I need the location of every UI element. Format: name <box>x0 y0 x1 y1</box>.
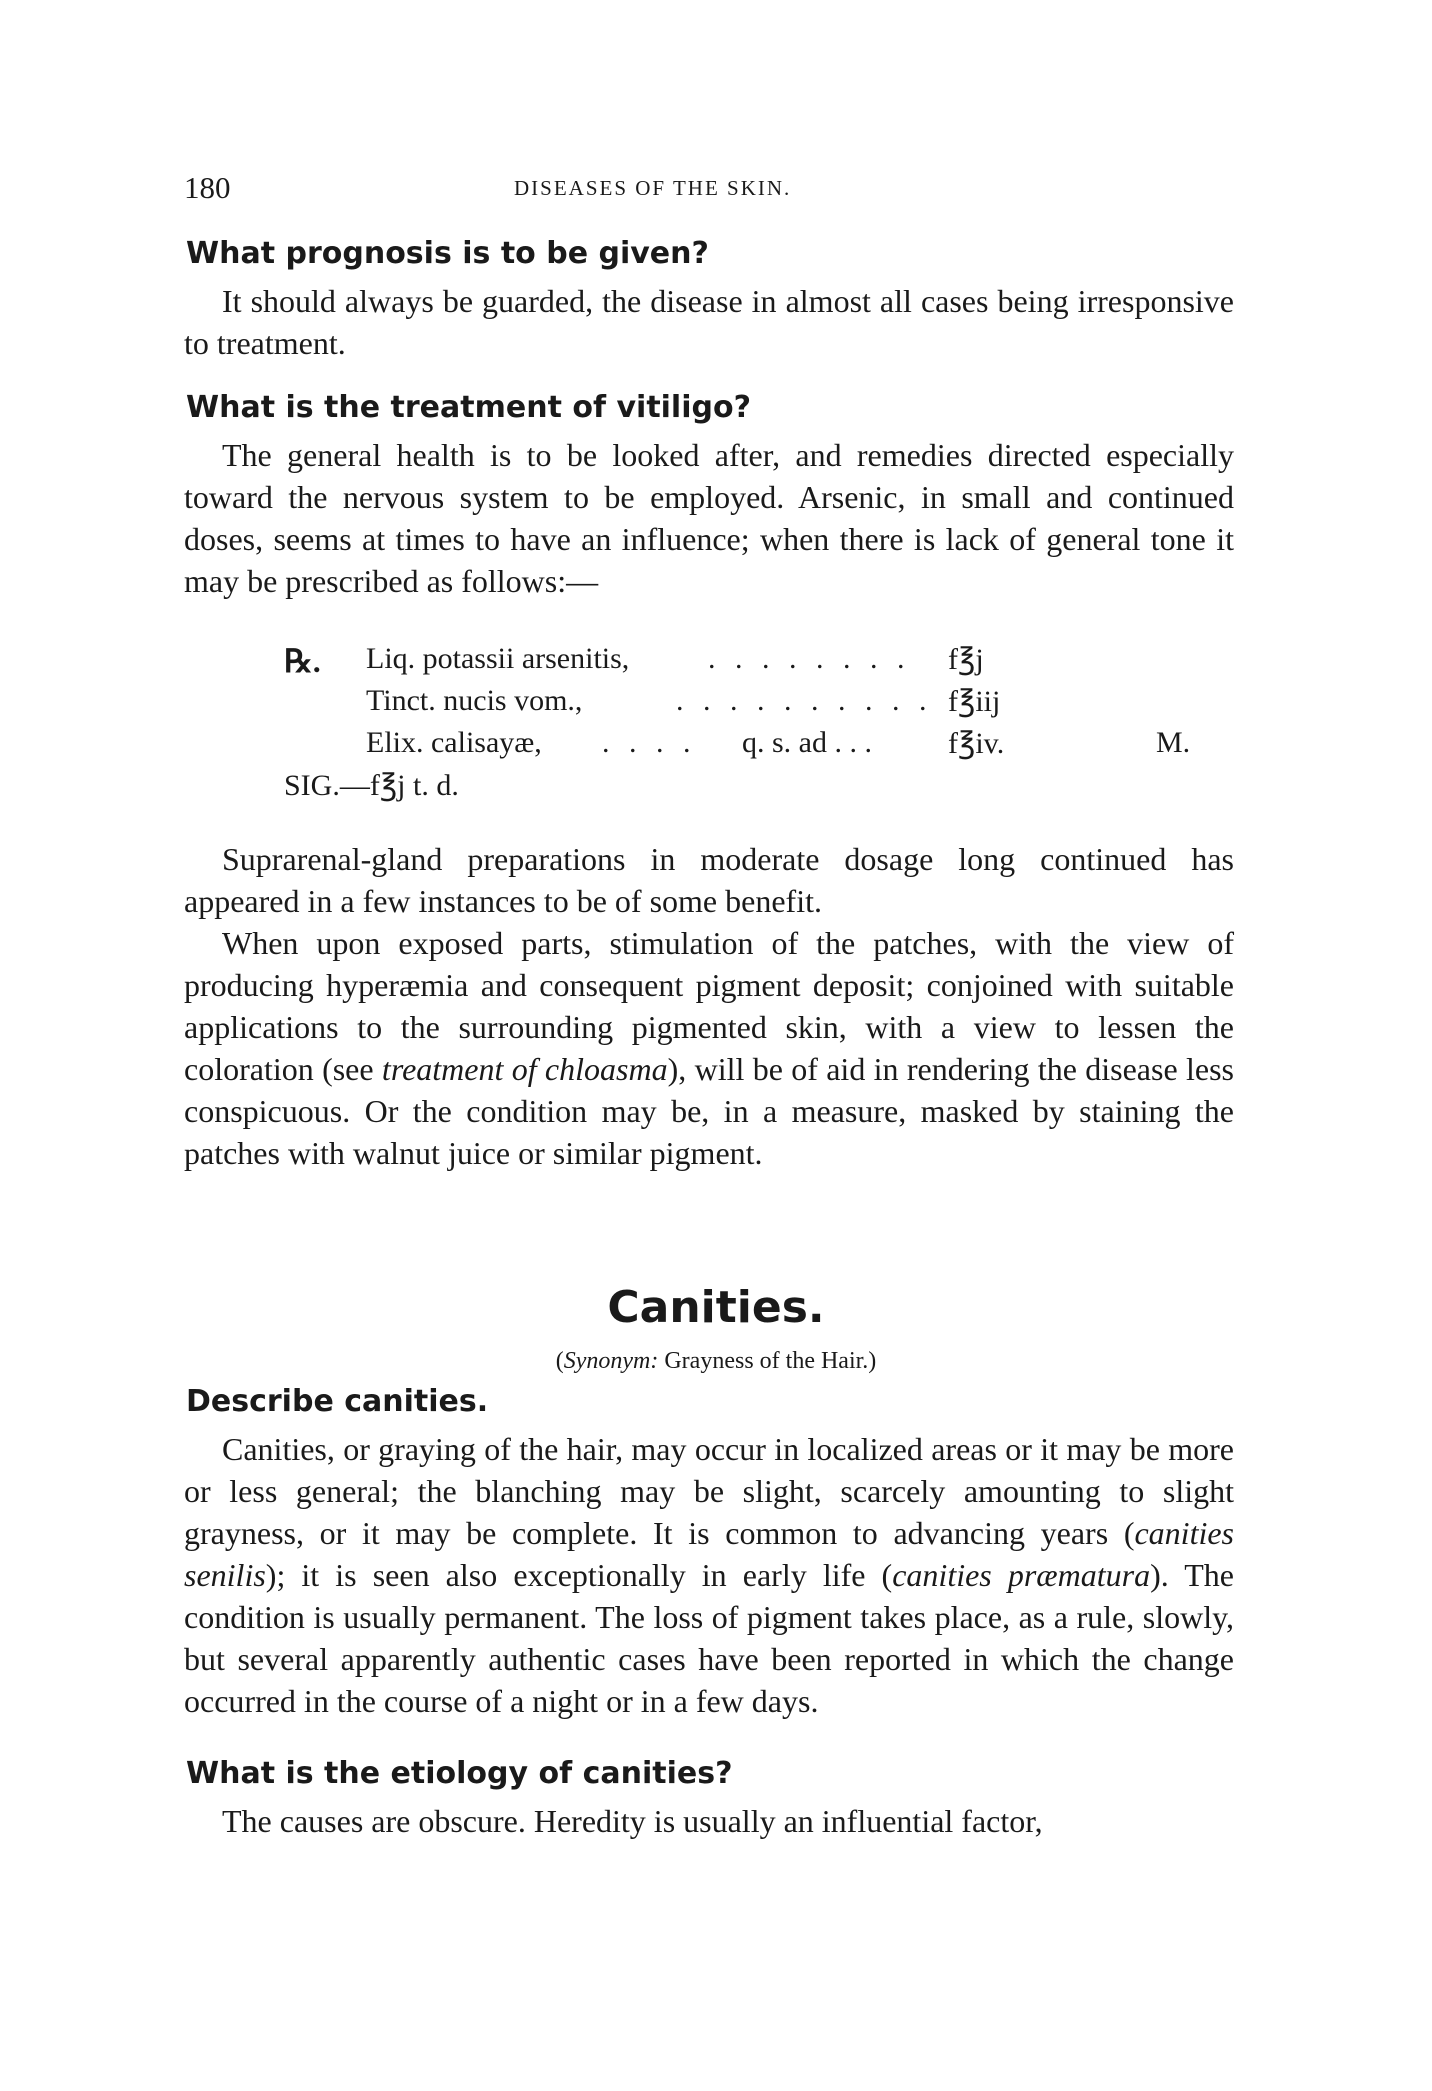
italic-term: canities senilis <box>184 1515 1234 1593</box>
leader-dots: . . . . . . . . <box>708 642 911 675</box>
paragraph-exposed-parts <box>184 922 1234 1174</box>
prescription-drug: Elix. calisayæ, <box>366 726 542 759</box>
answer-treatment-vitiligo: The general health is to be looked after, and remedies directed especially toward the nervous system to be employed. Arsenic, in small and continued doses, seems at times to have an influence; when there is lack of general tone it may be prescribed as follows:— <box>184 437 1234 599</box>
signa-text: SIG.—f℥j t. d. <box>284 769 459 802</box>
running-head <box>184 170 1264 210</box>
prescription-row <box>284 726 1224 766</box>
text-run: ). The condition is usually permanent. The loss of pigment takes place, as a rule, slowly, but several apparently authentic cases have been reported in which the change occurred in the course of a night or in a few days. <box>184 1557 1235 1719</box>
text-run: ), will be of aid in rendering the disease less conspicuous. Or the condition may be, in a measure, masked by staining the patches with walnut juice or similar pigment. <box>184 1051 1235 1171</box>
prescription-dose: f℥iij <box>948 685 1001 718</box>
italic-ref: treatment of chloasma <box>381 1051 668 1087</box>
question-prognosis: What prognosis is to be given? <box>186 236 709 271</box>
synonym-text: Grayness of the Hair. <box>664 1348 869 1374</box>
question-treatment-vitiligo: What is the treatment of vitiligo? <box>186 390 751 425</box>
answer-etiology-canities: The causes are obscure. Heredity is usually an influential factor, <box>222 1803 1043 1839</box>
synonym-line: (Synonym: Grayness of the Hair.) <box>555 1348 877 1374</box>
running-title: DISEASES OF THE SKIN. <box>514 176 792 200</box>
prescription-drug: Tinct. nucis vom., <box>366 684 583 717</box>
section-title-canities: Canities. <box>607 1282 825 1333</box>
prescription-row <box>284 642 1224 682</box>
prescription-dose: f℥j <box>948 643 984 676</box>
prescription-row <box>284 684 1224 724</box>
text-run: ); it is seen also exceptionally in early life ( <box>265 1557 893 1593</box>
leader-dots: . . . . . . . . . . <box>676 684 933 717</box>
prescription-sig <box>284 768 1224 808</box>
page-number: 180 <box>184 170 231 205</box>
prescription-dose: f℥iv. <box>948 727 1005 760</box>
paragraph-suprarenal: Suprarenal-gland preparations in moderate dosage long continued has appeared in a few instances to be of some benefit. <box>184 841 1234 919</box>
answer-describe-canities <box>184 1428 1234 1722</box>
synonym-label: Synonym: <box>563 1348 659 1374</box>
leader-dots: . . . . <box>602 726 697 759</box>
italic-term: canities præmatura <box>892 1557 1151 1593</box>
recipe-symbol: ℞. <box>284 643 321 679</box>
prescription-mark: M. <box>1156 726 1191 759</box>
answer-prognosis: It should always be guarded, the disease in almost all cases being irresponsive to treatment. <box>184 283 1234 361</box>
text-run: Canities, or graying of the hair, may occur in localized areas or it may be more or less general; the blanching may be slight, scarcely amounting to slight grayness, or it may be complete. It is common to advancing years ( <box>184 1431 1234 1551</box>
question-etiology-canities: What is the etiology of canities? <box>186 1756 733 1791</box>
text-run: When upon exposed parts, stimulation of the patches, with the view of producing hyperæmia and consequent pigment deposit; conjoined with suitable applications to the surrounding pigmented skin, with a view to lessen the coloration (see <box>184 925 1234 1087</box>
prescription-drug: Liq. potassii arsenitis, <box>366 642 630 675</box>
question-describe-canities: Describe canities. <box>186 1384 489 1419</box>
prescription-qs: q. s. ad . . . <box>742 726 872 759</box>
